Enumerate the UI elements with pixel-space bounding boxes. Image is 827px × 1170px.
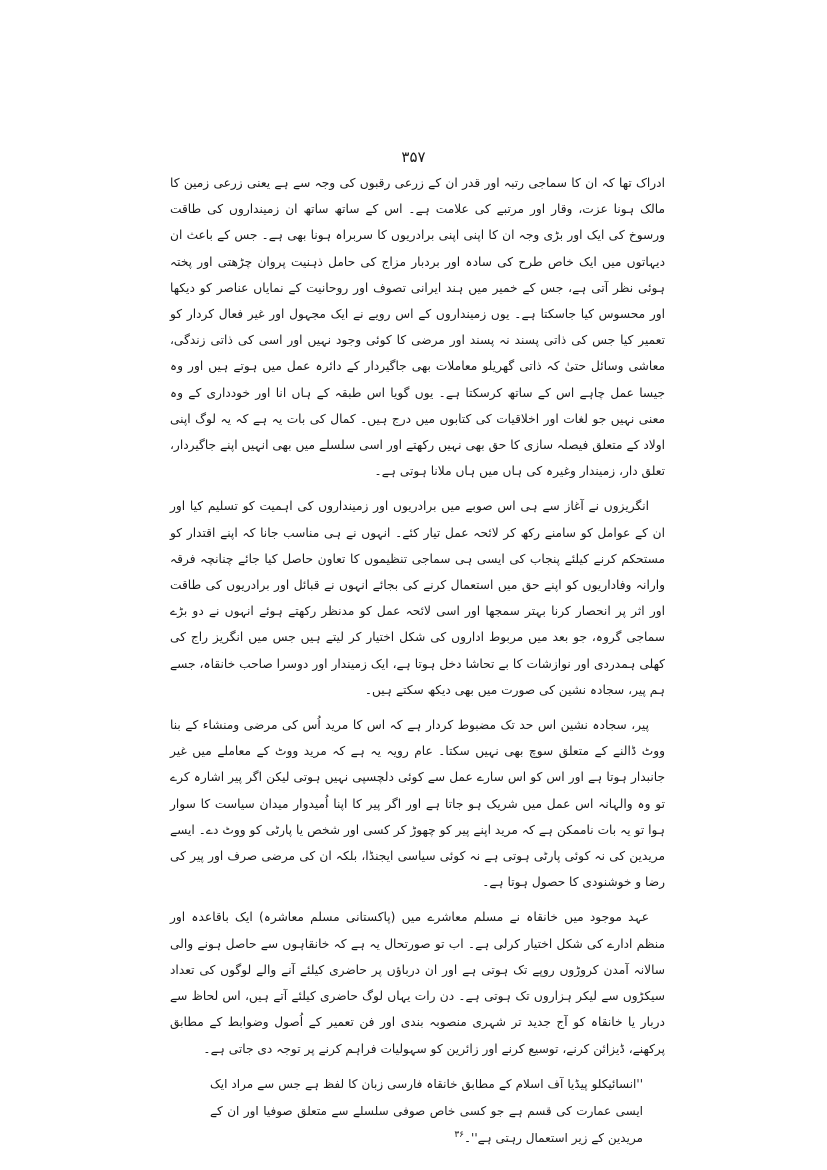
paragraph-3: پیر، سجادہ نشین اس حد تک مضبوط کردار ہے کہ اس کا مرید اُس کی مرضی ومنشاء کے بنا ووٹ ڈالنے کے متعلق سوچ بھی نہیں سکتا۔ عام رویہ یہ ہے کہ مرید ووٹ کے معاملے میں غیر جانبدار ہوتا ہے اور اس کو اس سارے عمل سے کوئی دلچسپی نہیں ہوتی لیکن اگر پیر اشارہ کرے تو وہ والہانہ اس عمل میں شریک ہو جاتا ہے اور اگر پیر کا اپنا اُمیدوار میدان سیاست کا سوار ہوا تو یہ بات ناممکن ہے کہ مرید اپنے پیر کو چھوڑ کر کسی اور شخص یا پارٹی کو ووٹ دے۔ ایسے مریدین کی نہ کوئی پارٹی ہوتی ہے نہ کوئی سیاسی ایجنڈا، بلکہ ان کی مرضی صرف اور پیر کی رضا و خوشنودی کا حصول ہوتا ہے۔ [170,718,665,890]
footnote-marker: ۳۶ [454,1129,464,1140]
paragraph-1: ادراک تھا کہ ان کا سماجی رتبہ اور قدر ان کے زرعی رقبوں کی وجہ سے ہے یعنی زرعی زمین کا مالک ہونا عزت، وقار اور مرتبے کی علامت ہے۔ اس کے ساتھ ساتھ ان زمینداروں کی طاقت ورسوخ کی ایک اور بڑی وجہ ان کا اپنی اپنی برادریوں کا سربراہ ہونا بھی ہے۔ جس کے باعث ان دیہاتوں میں ایک خاص طرح کی سادہ اور بردبار مزاج کی حامل ذہنیت پروان چڑھتی اور پختہ ہوئی نظر آتی ہے، جس کے خمیر میں ہند ایرانی تصوف اور روحانیت کے نمایاں عناصر کو دیکھا اور محسوس کیا جاسکتا ہے۔ یوں زمینداروں کے اس رویے نے ایک مجہول اور غیر فعال کردار کو تعمیر کیا جس کی ذاتی پسند نہ پسند اور مرضی کا کوئی وجود نہیں اور اسی کی ذاتی زندگی، معاشی وسائل حتیٰ کہ ذاتی گھریلو معاملات بھی جاگیردار کے دائرہ عمل میں ہوتے ہیں اور وہ جیسا عمل چاہے اس کے ساتھ کرسکتا ہے۔ یوں گویا اس طبقہ کے ہاں انا اور خودداری کے وہ معنی نہیں جو لغات اور اخلاقیات کی کتابوں میں درج ہیں۔ کمال کی بات یہ ہے کہ یہ لوگ اپنی اولاد کے متعلق فیصلہ سازی کا حق بھی نہیں رکھتے اور اسی سلسلے میں بھی انہیں اپنے جاگیردار، تعلق دار، زمیندار وغیرہ کی ہاں میں ہاں ملانا ہوتی ہے۔ [170,176,665,479]
page-number: ۳۵۷ [401,148,426,166]
body-text [170,170,665,1152]
paragraph-4: عہد موجود میں خانقاہ نے مسلم معاشرے میں (پاکستانی مسلم معاشرہ) ایک باقاعدہ اور منظم ادارے کی شکل اختیار کرلی ہے۔ اب تو صورتحال یہ ہے کہ خانقاہوں سے حاصل ہونے والی سالانہ آمدن کروڑوں روپے تک ہوتی ہے اور ان درباؤں پر حاضری کیلئے آنے والے لوگوں کی تعداد سیکڑوں سے لیکر ہزاروں تک ہوتی ہے۔ دن رات یہاں لوگ حاضری کیلئے آتے ہیں، اس لحاظ سے دربار یا خانقاہ کو آج جدید تر شہری منصوبہ بندی اور فن تعمیر کے اُصول وضوابط کے مطابق پرکھنے، ڈیزائن کرنے، توسیع کرنے اور زائرین کو سہولیات فراہم کرنے پر توجہ دی جاتی ہے۔ [170,910,665,1056]
block-quote [210,1071,643,1152]
paragraph-2: انگریزوں نے آغاز سے ہی اس صوبے میں برادریوں اور زمینداروں کی اہمیت کو تسلیم کیا اور ان کے عوامل کو سامنے رکھ کر لائحہ عمل تیار کئے۔ انہوں نے ہی مناسب جانا کہ اپنے اقتدار کو مستحکم کرنے کیلئے پنجاب کی ایسی ہی سماجی تنظیموں کا تعاون حاصل کیا جائے چنانچہ فرقہ وارانہ وفاداریوں کو اپنے حق میں استعمال کرنے کی بجائے انہوں نے قبائل اور برادریوں کی طاقت اور اثر پر انحصار کرنا بہتر سمجھا اور اسی لائحہ عمل کو مدنظر رکھتے ہوئے انہوں نے دو بڑے سماجی گروہ، جو بعد میں مربوط اداروں کی شکل اختیار کر لیتے ہیں جس میں انگریز راج کی کھلی ہمدردی اور نوازشات کا بے تحاشا دخل ہوتا ہے، ایک زمیندار اور دوسرا صاحب خانقاہ، جسے ہم پیر، سجادہ نشین کی صورت میں بھی دیکھ سکتے ہیں۔ [170,499,665,697]
quote-text: ''انسائیکلو پیڈیا آف اسلام کے مطابق خانقاہ فارسی زبان کا لفظ ہے جس سے مراد ایک ایسی عمارت کی قسم ہے جو کسی خاص صوفی سلسلے سے متعلق صوفیا اور ان کے مریدین کے زیر استعمال رہتی ہے''۔ [210,1076,643,1145]
